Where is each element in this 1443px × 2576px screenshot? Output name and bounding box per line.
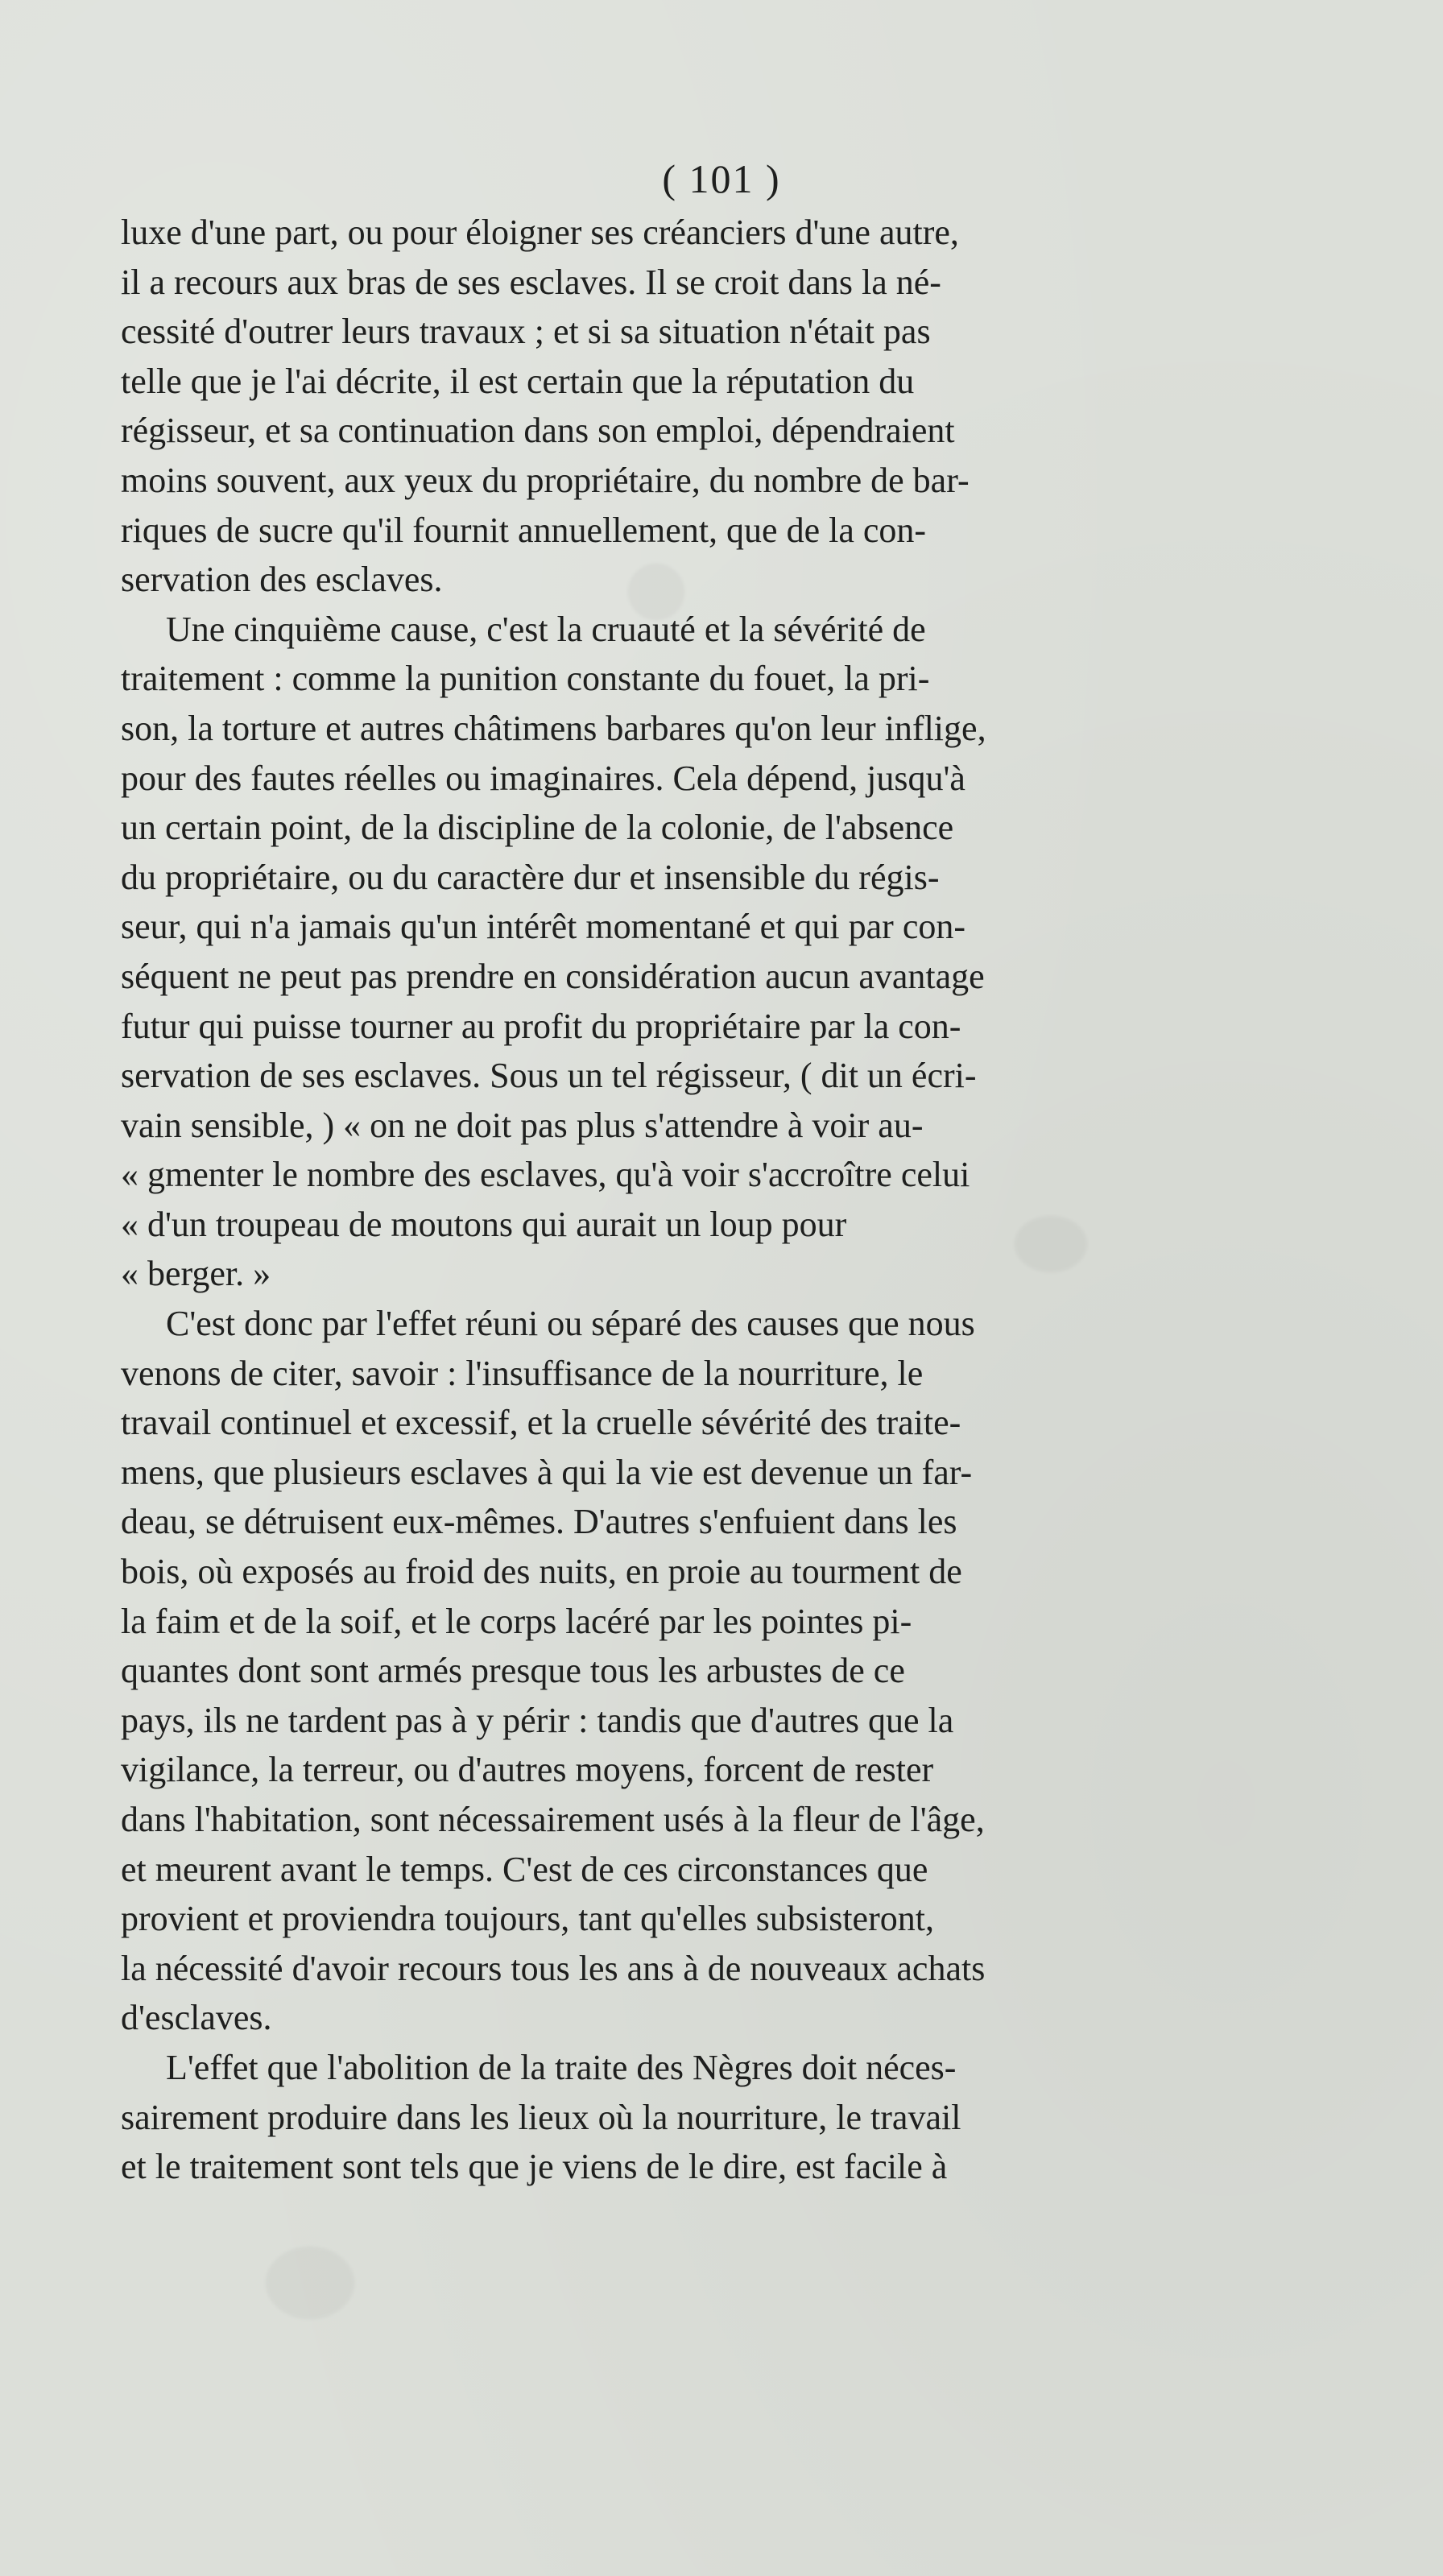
text-line: quantes dont sont armés presque tous les arbustes de ce (121, 1651, 905, 1691)
text-line: servation de ses esclaves. Sous un tel régisseur, ( dit un écri- (121, 1056, 977, 1096)
paragraph-2 (121, 605, 1290, 1299)
text-line: luxe d'une part, ou pour éloigner ses créanciers d'une autre, (121, 213, 959, 252)
body-text (121, 208, 1290, 2192)
text-line: futur qui puisse tourner au profit du propriétaire par la con- (121, 1006, 961, 1046)
text-line: seur, qui n'a jamais qu'un intérêt momentané et qui par con- (121, 907, 965, 947)
paper-stain (266, 2247, 354, 2319)
text-line: dans l'habitation, sont nécessairement usés à la fleur de l'âge, (121, 1800, 985, 1839)
paragraph-4 (121, 2043, 1290, 2192)
text-line: et le traitement sont tels que je viens de le dire, est facile à (121, 2147, 948, 2187)
text-line: et meurent avant le temps. C'est de ces circonstances que (121, 1849, 928, 1889)
paragraph-1 (121, 208, 1290, 605)
text-line: du propriétaire, ou du caractère dur et insensible du régis- (121, 857, 940, 897)
paragraph-3 (121, 1299, 1290, 2043)
text-line: « gmenter le nombre des esclaves, qu'à voir s'accroître celui (121, 1155, 970, 1195)
text-line: mens, que plusieurs esclaves à qui la vie est devenue un far- (121, 1452, 973, 1492)
text-line: pays, ils ne tardent pas à y périr : tandis que d'autres que la (121, 1700, 954, 1740)
text-line: bois, où exposés au froid des nuits, en proie au tourment de (121, 1552, 962, 1592)
text-line: vigilance, la terreur, ou d'autres moyens, forcent de rester (121, 1750, 934, 1790)
text-line: cessité d'outrer leurs travaux ; et si sa situation n'était pas (121, 312, 931, 352)
text-line: telle que je l'ai décrite, il est certain que la réputation du (121, 361, 915, 401)
text-line: la faim et de la soif, et le corps lacéré par les pointes pi- (121, 1601, 912, 1641)
text-line: riques de sucre qu'il fournit annuellement, que de la con- (121, 510, 927, 550)
text-line: il a recours aux bras de ses esclaves. Il se croit dans la né- (121, 262, 941, 302)
text-line: « berger. » (121, 1254, 271, 1294)
text-line: moins souvent, aux yeux du propriétaire, du nombre de bar- (121, 460, 970, 500)
text-line: provient et proviendra toujours, tant qu'elles subsisteront, (121, 1899, 934, 1939)
text-line: d'esclaves. (121, 1998, 272, 2038)
text-line: séquent ne peut pas prendre en considération aucun avantage (121, 956, 985, 996)
text-line: « d'un troupeau de moutons qui aurait un loup pour (121, 1204, 847, 1244)
text-line: L'effet que l'abolition de la traite des Nègres doit néces- (166, 2047, 957, 2087)
text-line: travail continuel et excessif, et la cruelle sévérité des traite- (121, 1403, 961, 1443)
text-line: servation des esclaves. (121, 560, 443, 600)
page-number: ( 101 ) (662, 156, 781, 201)
text-line: Une cinquième cause, c'est la cruauté et la sévérité de (166, 609, 926, 649)
text-line: un certain point, de la discipline de la colonie, de l'absence (121, 808, 954, 848)
text-line: vain sensible, ) « on ne doit pas plus s'attendre à voir au- (121, 1105, 924, 1145)
text-line: sairement produire dans les lieux où la nourriture, le travail (121, 2097, 961, 2137)
text-line: traitement : comme la punition constante du fouet, la pri- (121, 659, 930, 699)
text-line: deau, se détruisent eux-mêmes. D'autres s'enfuient dans les (121, 1502, 957, 1542)
text-line: régisseur, et sa continuation dans son emploi, dépendraient (121, 411, 955, 451)
text-line: son, la torture et autres châtimens barbares qu'on leur inflige, (121, 708, 986, 748)
text-line: la nécessité d'avoir recours tous les ans à de nouveaux achats (121, 1948, 986, 1988)
text-line: C'est donc par l'effet réuni ou séparé des causes que nous (166, 1304, 975, 1344)
text-line: venons de citer, savoir : l'insuffisance de la nourriture, le (121, 1353, 924, 1393)
text-line: pour des fautes réelles ou imaginaires. Cela dépend, jusqu'à (121, 758, 965, 798)
